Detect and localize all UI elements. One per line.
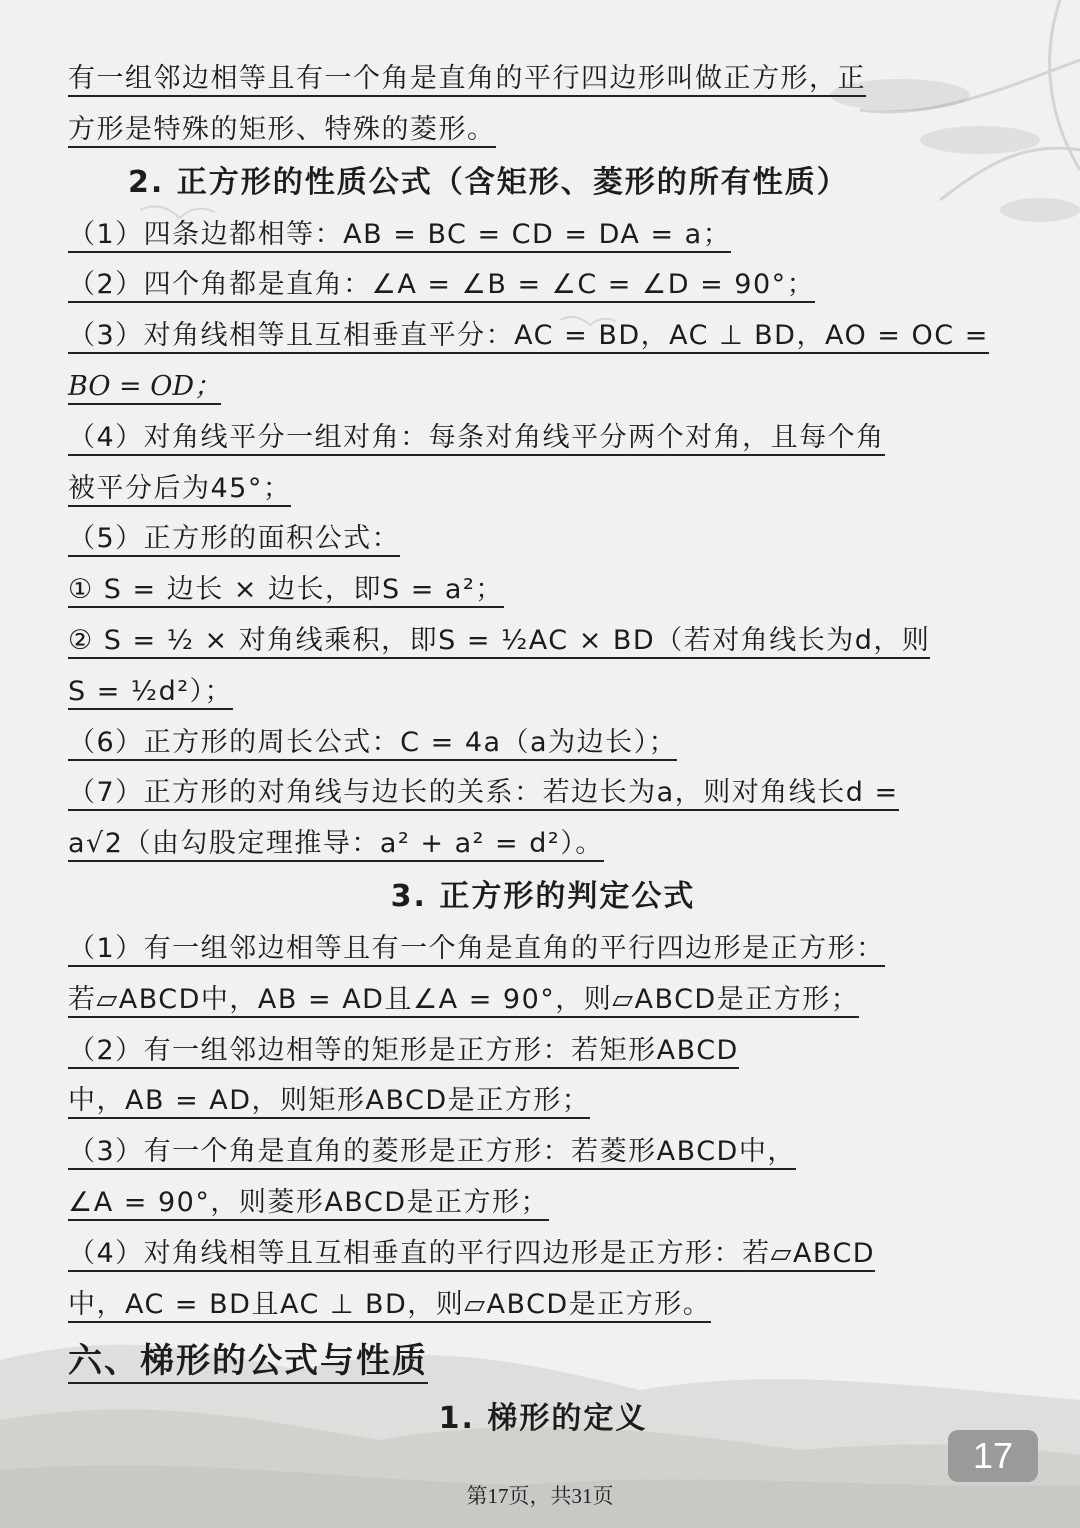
section-trapezoid-heading: 六、梯形的公式与性质 [68, 1330, 1018, 1392]
heading-square-properties: 2. 正方形的性质公式（含矩形、菱形的所有性质） [128, 164, 849, 200]
property-6: （6）正方形的周长公式：C = 4a（a为边长）； [68, 718, 1018, 769]
page-number-badge: 17 [948, 1430, 1038, 1482]
property-7-cont: a√2（由勾股定理推导：a² + a² = d²）。 [68, 819, 1018, 870]
definition-line-2: 方形是特殊的矩形、特殊的菱形。 [68, 105, 1018, 156]
property-4: （4）对角线平分一组对角：每条对角线平分两个对角，且每个角 [68, 413, 1018, 464]
criterion-3: （3）有一个角是直角的菱形是正方形：若菱形ABCD中， [68, 1127, 1018, 1178]
area-formula-2: ② S = ½ × 对角线乘积，即S = ½AC × BD（若对角线长为d，则 [68, 616, 1018, 667]
property-3: （3）对角线相等且互相垂直平分：AC = BD，AC ⊥ BD，AO = OC = [68, 311, 1018, 362]
property-7: （7）正方形的对角线与边长的关系：若边长为a，则对角线长d = [68, 768, 1018, 819]
criterion-4-cont: 中，AC = BD且AC ⊥ BD，则▱ABCD是正方形。 [68, 1280, 1018, 1331]
heading-trapezoid-definition: 1. 梯形的定义 [438, 1401, 648, 1437]
criterion-2-cont: 中，AB = AD，则矩形ABCD是正方形； [68, 1076, 1018, 1127]
property-4-cont: 被平分后为45°； [68, 464, 1018, 515]
criterion-4: （4）对角线相等且互相垂直的平行四边形是正方形：若▱ABCD [68, 1229, 1018, 1280]
document-body [68, 54, 1018, 1446]
property-5: （5）正方形的面积公式： [68, 514, 1018, 565]
property-3-cont: BO = OD； [68, 362, 1018, 413]
area-formula-2-cont: S = ½d²）； [68, 667, 1018, 718]
criterion-1: （1）有一组邻边相等且有一个角是直角的平行四边形是正方形： [68, 924, 1018, 975]
heading-square-criteria: 3. 正方形的判定公式 [390, 878, 696, 914]
criterion-2: （2）有一组邻边相等的矩形是正方形：若矩形ABCD [68, 1026, 1018, 1077]
criterion-1-cont: 若▱ABCD中，AB = AD且∠A = 90°，则▱ABCD是正方形； [68, 975, 1018, 1026]
property-2: （2）四个角都是直角：∠A = ∠B = ∠C = ∠D = 90°； [68, 260, 1018, 311]
definition-line-1: 有一组邻边相等且有一个角是直角的平行四边形叫做正方形，正 [68, 54, 1018, 105]
criterion-3-cont: ∠A = 90°，则菱形ABCD是正方形； [68, 1178, 1018, 1229]
property-1: （1）四条边都相等：AB = BC = CD = DA = a； [68, 210, 1018, 261]
area-formula-1: ① S = 边长 × 边长，即S = a²； [68, 565, 1018, 616]
page-footer: 第17页，共31页 [466, 1484, 614, 1508]
